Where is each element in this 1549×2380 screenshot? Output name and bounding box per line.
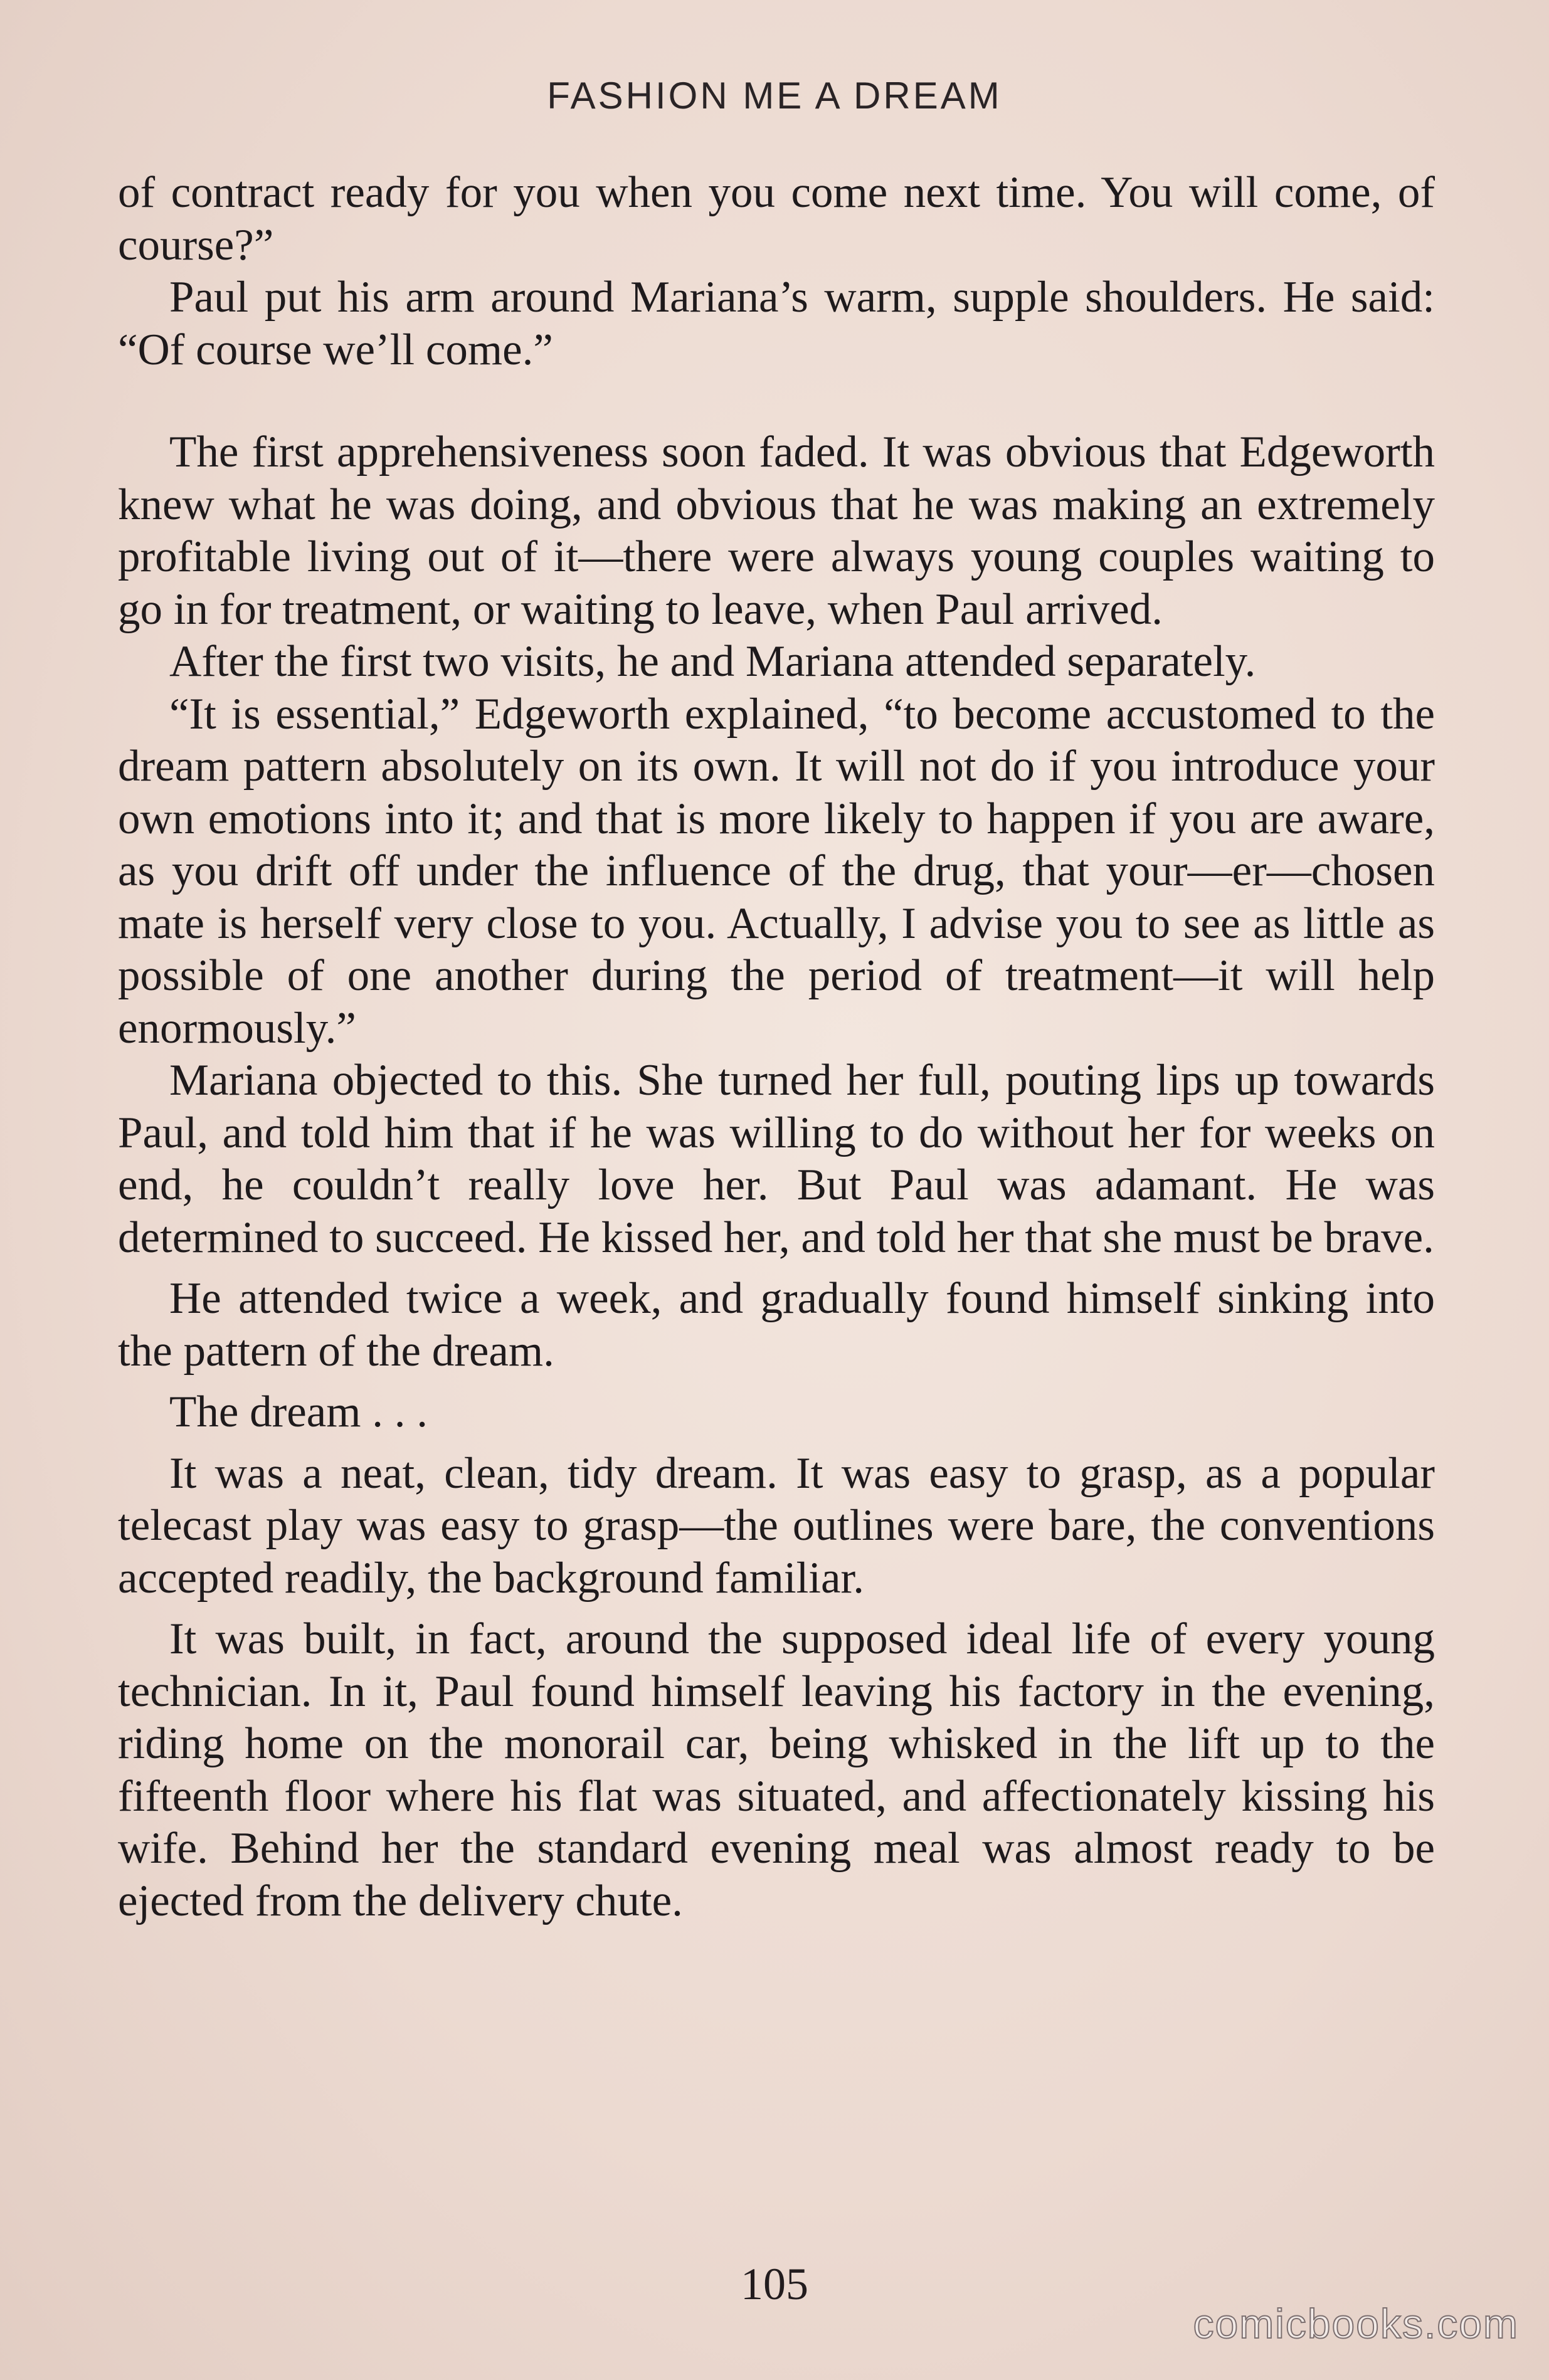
paragraph: It was built, in fact, around the supposed ideal life of every young technician. In it, Paul found himself leaving his factory in the evening, riding home on the monorail car, being whisked in the lift up to the fifteenth floor where his flat was situated, and affectionately kissing his wife. Behind her the standard evening meal was almost ready to be ejected from the delivery chute. [118,1614,1435,1925]
paragraph: The dream . . . [169,1387,428,1436]
paragraph: After the first two visits, he and Mariana attended separately. [169,637,1256,686]
body-text [118,167,1435,1927]
paragraph: Paul put his arm around Mariana’s warm, supple shoulders. He said: “Of course we’ll come.” [118,273,1435,374]
watermark: comicbooks.com [1193,2300,1519,2347]
paragraph: Mariana objected to this. She turned her full, pouting lips up towards Paul, and told him that if he was willing to do without her for weeks on end, he couldn’t really love her. But Paul was adamant. He was determined to succeed. He kissed her, and told her that she must be brave. [118,1056,1435,1262]
page-number: 105 [741,2259,808,2309]
paragraph: “It is essential,” Edgeworth explained, “to become accustomed to the dream pattern absolutely on its own. It will not do if you introduce your own emotions into it; and that is more likely to happen if you are aware, as you drift off under the influence of the drug, that your—er—chosen mate is herself very close to you. Actually, I advise you to see as little as possible of one another during the period of treatment—it will help enormously.” [118,689,1435,1053]
paragraph: of contract ready for you when you come next time. You will come, of course?” [118,168,1435,270]
paragraph: The first apprehensiveness soon faded. It was obvious that Edgeworth knew what he was doing, and obvious that he was making an extremely profitable living out of it—there were always young couples waiting to go in for treatment, or waiting to leave, when Paul arrived. [118,428,1435,634]
paragraph: It was a neat, clean, tidy dream. It was easy to grasp, as a popular telecast play was easy to grasp—the outlines were bare, the conventions accepted readily, the background familiar. [118,1448,1435,1603]
running-head: FASHION ME A DREAM [547,75,1002,117]
paragraph: He attended twice a week, and gradually found himself sinking into the pattern of the dream. [118,1274,1435,1376]
